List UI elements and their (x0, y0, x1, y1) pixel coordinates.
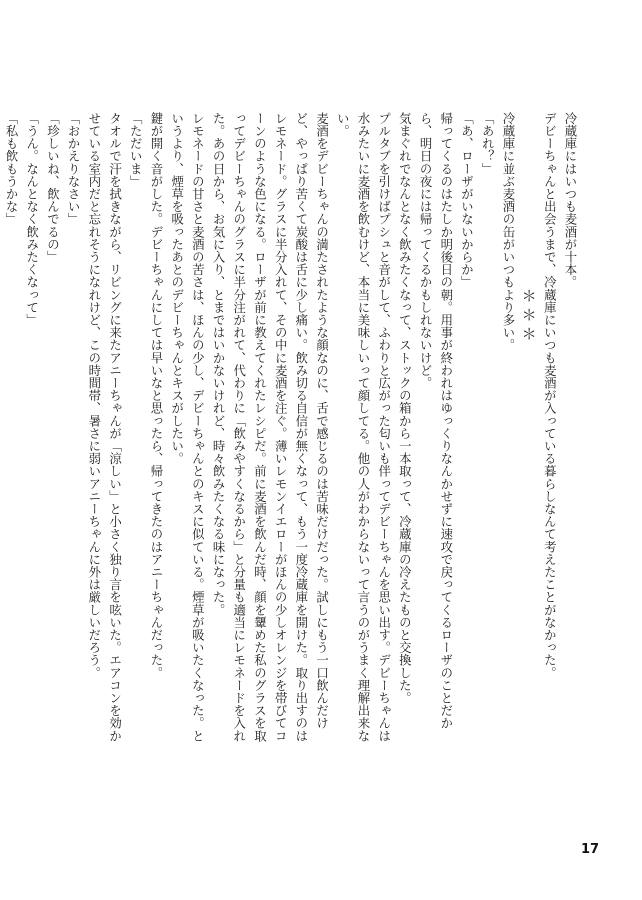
paragraph: 冷蔵庫にはいつも麦酒が十本。 (563, 112, 578, 289)
paragraph: 麦酒をデビーちゃんの満たされたような顔なのに、舌で感じるのは苦味だけだった。試しにもう一口飲んだけど、やっぱり苦くて炭酸は舌に少し痛い。飲み切る自信が無くなって、もう一度冷蔵庫を開けた。取り出すのはレモネード。グラスに半分入れて、その中に麦酒を注ぐ。薄いレモンイエローがほんの少しオレンジを帯びてコーンのような色になる。ローザが前に教えてくれたレシピだ。前に麦酒を飲んだ時、顔を顰めた私のグラスを取ってデビーちゃんのグラスに半分注がれて、代わりに「飲みやすくなるから」と分量も適当にレモネードを入れた。あの日から、お気に入り、とまではいかないけれど、時々飲みたくなる味になった。 (211, 112, 330, 742)
dialogue-line: 「私も飲もうかな」 (4, 112, 20, 226)
dialogue-line: 「あ、ローザがいないからか」 (459, 112, 475, 289)
paragraph: タオルで汗を拭きながら、リビングに来たアニーちゃんが「涼しい」と小さく独り言を呟いた。エアコンを効かせている室内だと忘れそうになれけど、この時間帯、暑さに弱いアニーちゃんに外は厳しいだろう。 (86, 112, 123, 742)
scene-break: ＊＊＊ (519, 288, 538, 345)
dialogue-line: 「珍しいね、飲んでるの」 (45, 112, 61, 264)
dialogue-line: 「うん。なんとなく飲みたくなって」 (24, 112, 40, 327)
page-number: 17 (581, 842, 600, 857)
paragraph: プルタブを引けばプシュと音がして、ふわりと広がった匂いも伴ってデビーちゃんを思い出す。デビーちゃんは水みたいに麦酒を飲むけど、本当に美味しいって顔してる。他の人がわからないって言うのがうまく理解出来ない。 (335, 112, 392, 742)
paragraph: 気まぐれでなんとなく飲みたくなって、ストックの箱から一本取って、冷蔵庫の冷えたものと交換した。 (397, 112, 413, 705)
paragraph: 帰ってくるのはたしか明後日の朝。用事が終われはゆっくりなんかせずに速攻で戻ってくるローザのことだから、明日の夜には帰ってくるかもしれないけど。 (418, 112, 454, 730)
vertical-text-body (4, 112, 580, 752)
dialogue-line: 「おかえりなさい」 (66, 112, 82, 226)
paragraph: 鍵が開く音がした。デビーちゃんにしては早いなと思ったら、帰ってきたのはアニーちゃんだった。 (148, 112, 164, 679)
dialogue-line: 「ただいま」 (128, 112, 144, 188)
dialogue-line: 「あれ？」 (480, 112, 496, 175)
paragraph: デビーちゃんと出会うまで、冷蔵庫にいつも麦酒が入っている暮らしなんて考えたことがなかった。 (542, 112, 558, 679)
paragraph: レモネードの甘さと麦酒の苦さは、ほんの少し、デビーちゃんとのキスに似ている。煙草が吸いたくなった。というより、煙草を吸ったあとのデビーちゃんとキスがしたい。 (169, 112, 206, 742)
paragraph: 冷蔵庫に並ぶ麦酒の缶がいつもより多い。 (500, 112, 516, 352)
